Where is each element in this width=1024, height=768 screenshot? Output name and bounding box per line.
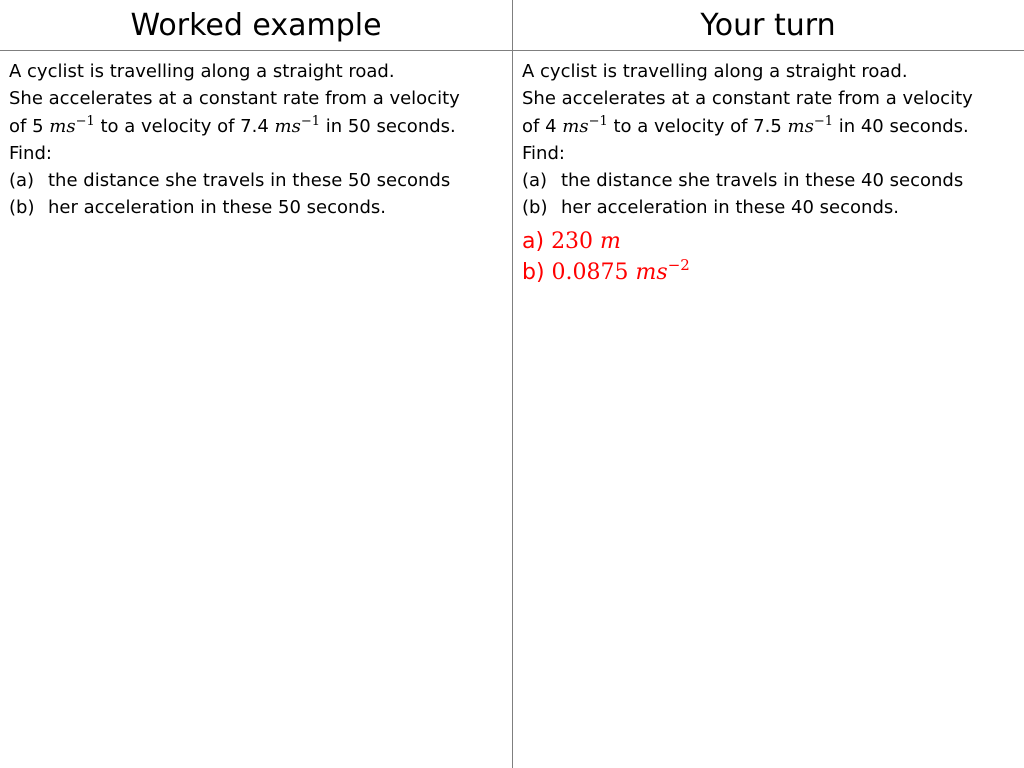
part-a — [9, 167, 504, 194]
column-divider — [512, 0, 513, 768]
answer-a-unit: m — [600, 228, 621, 254]
unit-exponent: −1 — [813, 113, 833, 129]
part-b-marker: (b) — [522, 197, 548, 219]
part-a-text: the distance she travels in these 50 seconds — [48, 170, 451, 192]
answer-a-label: a) — [522, 228, 552, 254]
time-text: in 40 seconds. — [832, 115, 969, 137]
answer-a — [522, 226, 1017, 257]
unit-ms: ms — [787, 115, 814, 137]
part-a-marker: (a) — [522, 170, 548, 192]
part-a — [522, 167, 1017, 194]
answer-b-value: 0.0875 — [551, 259, 636, 285]
part-b-text: her acceleration in these 50 seconds. — [48, 197, 386, 219]
part-b-text: her acceleration in these 40 seconds. — [561, 197, 899, 219]
part-b-marker: (b) — [9, 197, 35, 219]
question-line-2: She accelerates at a constant rate from a velocity — [522, 88, 973, 110]
final-velocity-text: to a velocity of 7.4 — [94, 115, 275, 137]
initial-velocity-text: of 4 — [522, 115, 563, 137]
question-line-3 — [522, 113, 1017, 140]
find-label: Find: — [522, 142, 565, 164]
answer-b-unit-exponent: −2 — [667, 255, 690, 274]
unit-exponent: −1 — [588, 113, 608, 129]
your-turn-heading: Your turn — [700, 8, 836, 43]
question-line-2: She accelerates at a constant rate from a velocity — [9, 88, 460, 110]
answer-b — [522, 257, 1017, 288]
unit-exponent: −1 — [75, 113, 95, 129]
time-text: in 50 seconds. — [319, 115, 456, 137]
part-b — [522, 194, 1017, 221]
part-b — [9, 194, 504, 221]
your-turn-panel — [522, 58, 1017, 288]
final-velocity-text: to a velocity of 7.5 — [607, 115, 788, 137]
answer-a-value: 230 — [551, 228, 601, 254]
question-line-3 — [9, 113, 504, 140]
unit-ms: ms — [562, 115, 589, 137]
question-line-1: A cyclist is travelling along a straight road. — [522, 61, 908, 82]
answers — [522, 226, 1017, 288]
worked-example-panel — [9, 58, 504, 222]
answer-b-unit: ms — [635, 259, 668, 285]
unit-ms: ms — [49, 115, 76, 137]
question-line-1: A cyclist is travelling along a straight road. — [9, 61, 395, 82]
initial-velocity-text: of 5 — [9, 115, 50, 137]
part-a-marker: (a) — [9, 170, 35, 192]
worked-example-heading: Worked example — [130, 8, 382, 43]
part-a-text: the distance she travels in these 40 seconds — [561, 170, 964, 192]
find-label: Find: — [9, 142, 52, 164]
unit-ms: ms — [274, 115, 301, 137]
unit-exponent: −1 — [300, 113, 320, 129]
answer-b-label: b) — [522, 259, 552, 285]
